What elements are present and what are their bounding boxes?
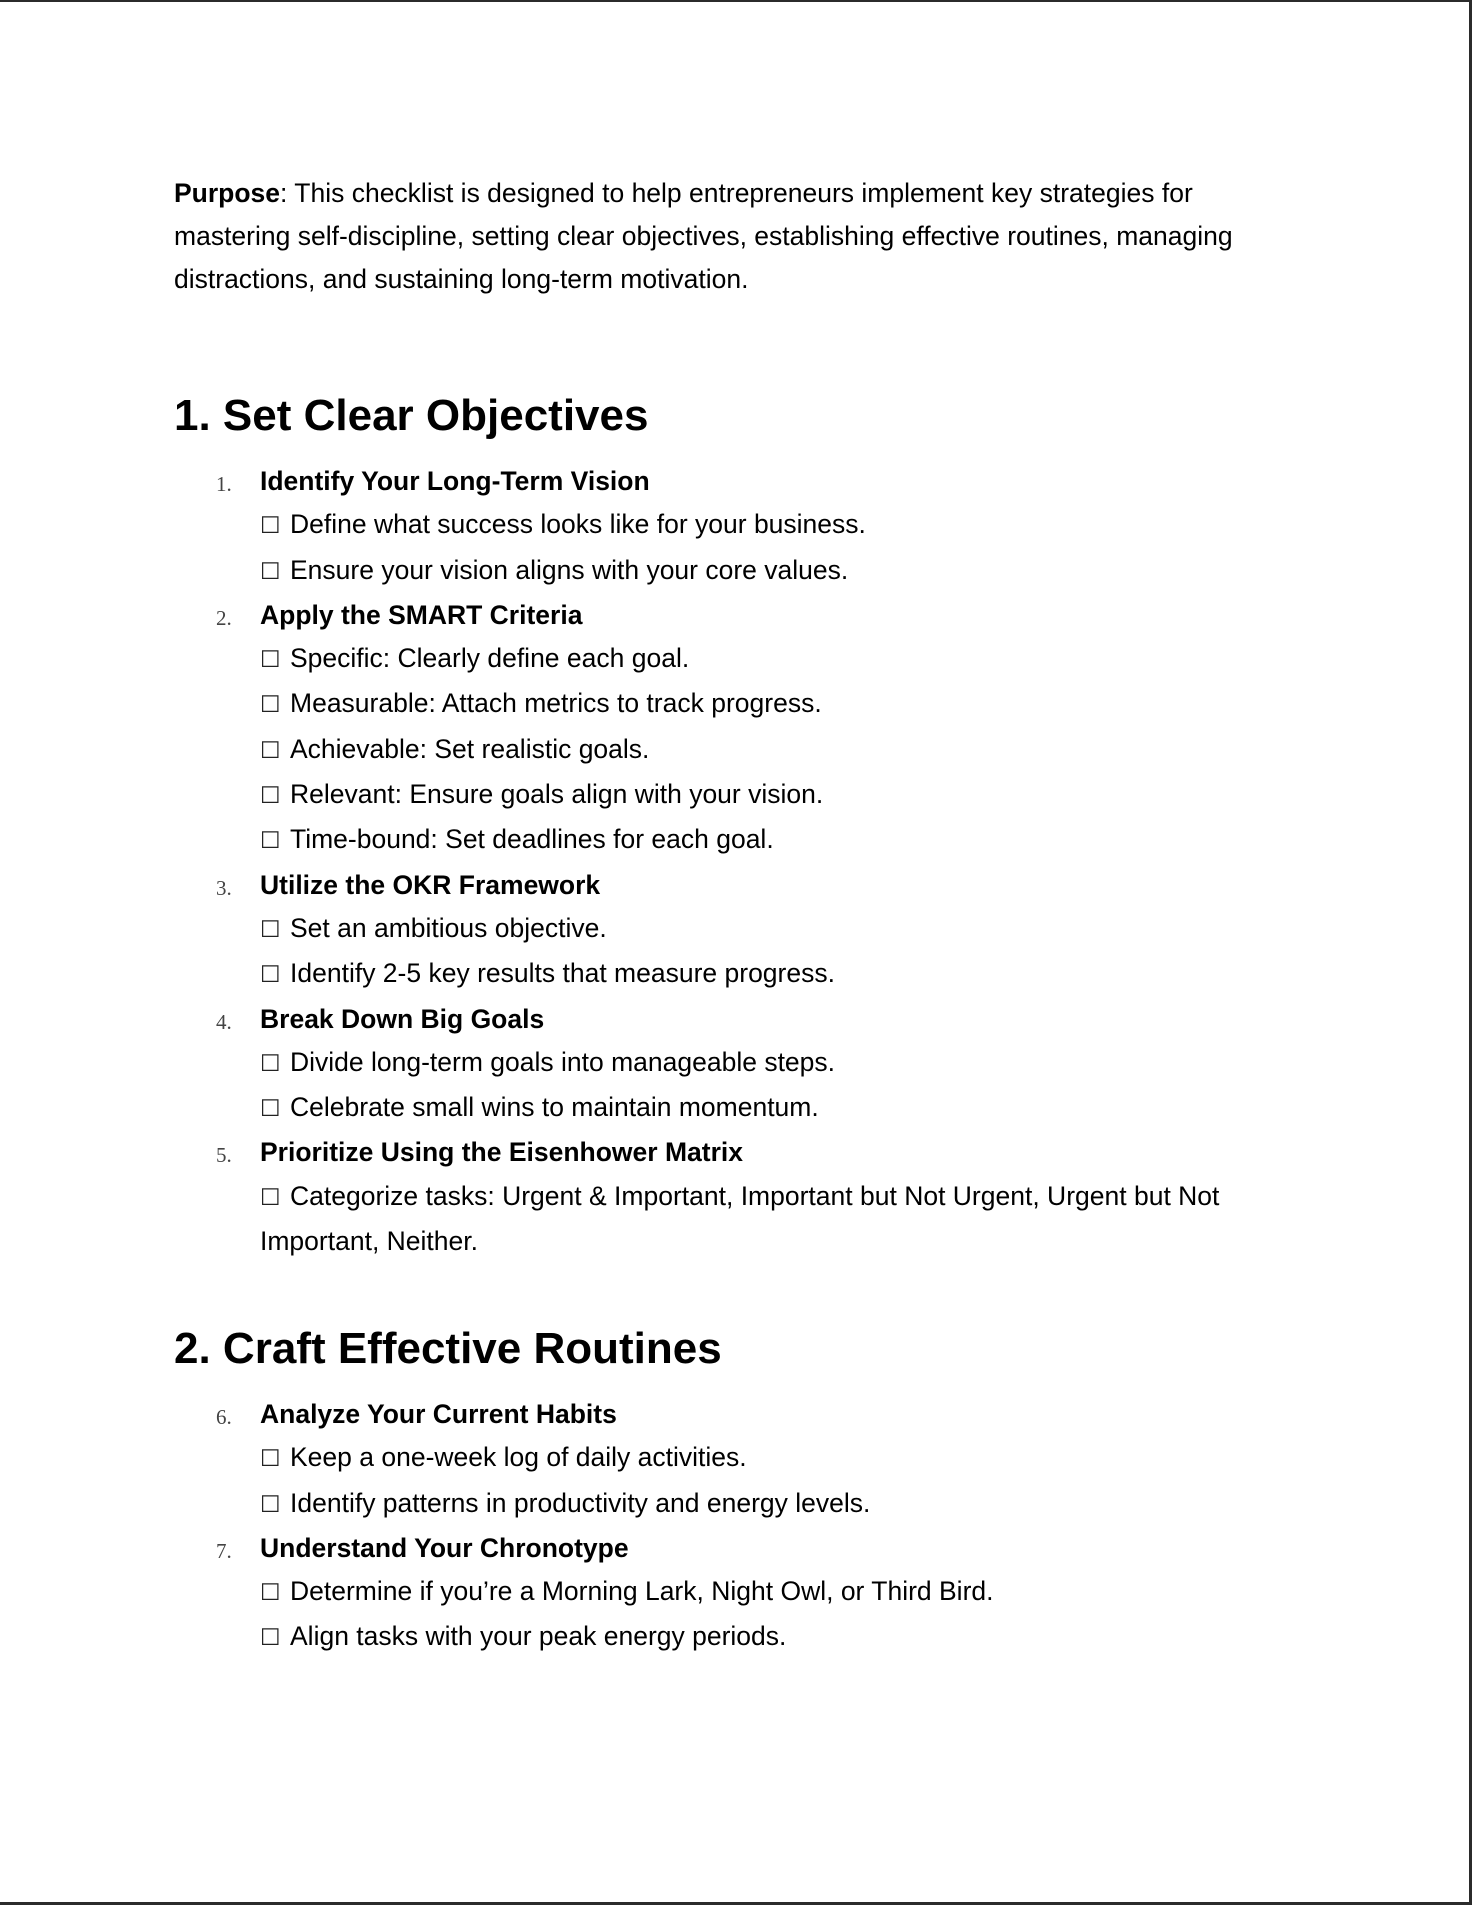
task-text: Identify 2-5 key results that measure progress. xyxy=(290,958,835,989)
checkbox-icon[interactable]: ☐ xyxy=(260,737,281,764)
checklist-item xyxy=(174,864,1314,998)
purpose-label: Purpose xyxy=(174,178,281,208)
checklist-task xyxy=(260,728,1290,773)
checklist-item xyxy=(174,1527,1314,1661)
item-title: Utilize the OKR Framework xyxy=(260,869,601,900)
checklist-task xyxy=(260,1615,1290,1660)
checklist-task xyxy=(260,907,1290,952)
task-text: Keep a one-week log of daily activities. xyxy=(290,1442,747,1473)
item-title: Analyze Your Current Habits xyxy=(260,1399,617,1429)
checkbox-icon[interactable]: ☐ xyxy=(260,783,281,810)
checklist-item xyxy=(174,1393,1314,1527)
checkbox-icon[interactable]: ☐ xyxy=(260,513,281,540)
section-heading-set-clear-objectives: 1. Set Clear Objectives xyxy=(174,391,649,440)
item-title: Understand Your Chronotype xyxy=(260,1532,629,1563)
task-text: Identify patterns in productivity and energy levels. xyxy=(290,1487,871,1518)
checklist-task xyxy=(260,952,1290,997)
checkbox-icon[interactable]: ☐ xyxy=(260,558,281,585)
checklist-item xyxy=(174,998,1314,1132)
task-text: Achievable: Set realistic goals. xyxy=(290,733,650,764)
checkbox-icon[interactable]: ☐ xyxy=(260,647,281,674)
item-number: 5. xyxy=(216,1143,232,1168)
checkbox-icon[interactable]: ☐ xyxy=(260,1625,281,1652)
task-text: Categorize tasks: Urgent & Important, Important but Not Urgent, Urgent but Not Important, Neither. xyxy=(260,1180,1220,1257)
task-text: Ensure your vision aligns with your core values. xyxy=(290,554,849,585)
task-text: Define what success looks like for your business. xyxy=(290,509,866,540)
checkbox-icon[interactable]: ☐ xyxy=(260,1050,281,1077)
checklist-item xyxy=(174,594,1314,864)
checklist-task xyxy=(260,1175,1290,1264)
purpose-text: : This checklist is designed to help entrepreneurs implement key strategies for mastering self-discipline, setting clear objectives, establishing effective routines, managing distractions, and sustaining long-term motivation. xyxy=(174,178,1233,295)
checkbox-icon[interactable]: ☐ xyxy=(260,1446,281,1473)
task-text: Align tasks with your peak energy periods. xyxy=(290,1621,787,1652)
checklist-task xyxy=(260,1041,1290,1086)
item-number: 7. xyxy=(216,1538,232,1563)
checklist-task xyxy=(260,503,1290,548)
checkbox-icon[interactable]: ☐ xyxy=(260,1184,281,1211)
item-title: Prioritize Using the Eisenhower Matrix xyxy=(260,1137,743,1168)
checklist-task xyxy=(260,1570,1290,1615)
checkbox-icon[interactable]: ☐ xyxy=(260,962,281,989)
checklist-task xyxy=(260,1482,1290,1527)
checklist-item xyxy=(174,1131,1314,1263)
section-heading-craft-effective-routines: 2. Craft Effective Routines xyxy=(174,1324,722,1373)
task-text: Celebrate small wins to maintain momentum. xyxy=(290,1092,819,1123)
checklist-task xyxy=(260,682,1290,727)
checklist-task xyxy=(260,1086,1290,1131)
checklist-section-1 xyxy=(174,460,1314,1263)
checklist-task xyxy=(260,773,1290,818)
checkbox-icon[interactable]: ☐ xyxy=(260,916,281,943)
item-title: Break Down Big Goals xyxy=(260,1003,545,1034)
checkbox-icon[interactable]: ☐ xyxy=(260,1491,281,1518)
task-text: Measurable: Attach metrics to track progress. xyxy=(290,688,822,719)
item-number: 1. xyxy=(216,472,232,496)
task-text: Divide long-term goals into manageable steps. xyxy=(290,1046,836,1077)
checklist-task xyxy=(260,818,1290,863)
item-number: 6. xyxy=(216,1405,232,1429)
checkbox-icon[interactable]: ☐ xyxy=(260,1580,281,1607)
purpose-paragraph xyxy=(174,172,1294,302)
item-title: Identify Your Long-Term Vision xyxy=(260,466,650,496)
item-number: 4. xyxy=(216,1009,232,1034)
item-number: 2. xyxy=(216,605,232,630)
task-text: Relevant: Ensure goals align with your vision. xyxy=(290,779,824,810)
task-text: Time-bound: Set deadlines for each goal. xyxy=(290,824,774,855)
checklist-task xyxy=(260,549,1290,594)
task-text: Set an ambitious objective. xyxy=(290,912,607,943)
checkbox-icon[interactable]: ☐ xyxy=(260,828,281,855)
checklist-item xyxy=(174,460,1314,594)
checkbox-icon[interactable]: ☐ xyxy=(260,692,281,719)
task-text: Determine if you’re a Morning Lark, Night Owl, or Third Bird. xyxy=(290,1576,994,1607)
item-title: Apply the SMART Criteria xyxy=(260,599,583,630)
checklist-task xyxy=(260,637,1290,682)
checklist-task xyxy=(260,1436,1290,1481)
item-number: 3. xyxy=(216,875,232,900)
checkbox-icon[interactable]: ☐ xyxy=(260,1096,281,1123)
task-text: Specific: Clearly define each goal. xyxy=(290,643,690,674)
checklist-section-2 xyxy=(174,1393,1314,1661)
